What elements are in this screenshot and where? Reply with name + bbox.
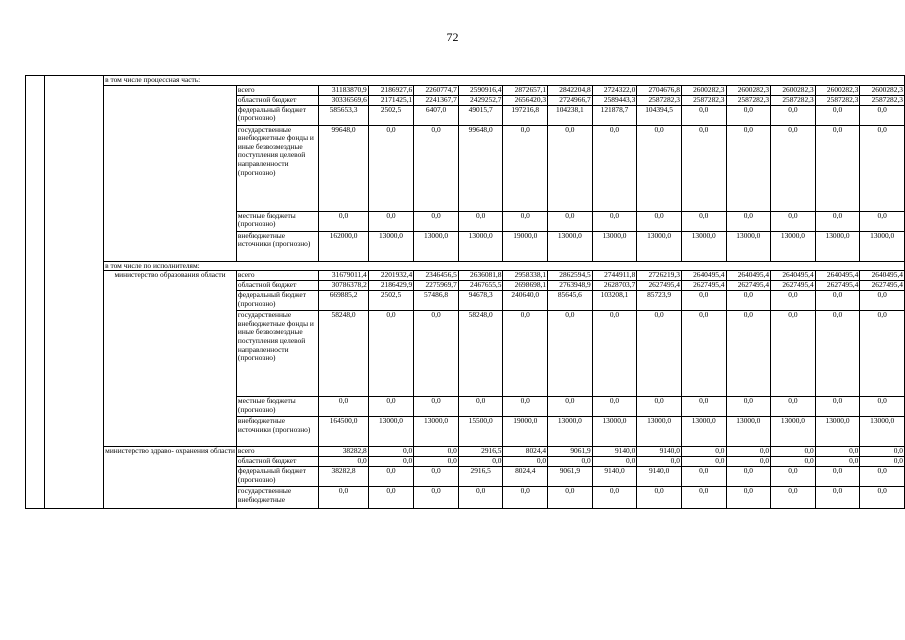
value-cell: 2589443,3: [592, 95, 637, 105]
value-cell: 0,0: [681, 467, 726, 487]
value-cell: 0,0: [815, 105, 860, 125]
margin-col-a: [26, 76, 45, 509]
value-cell: 0,0: [681, 457, 726, 467]
row-label: государственные внебюджетные фонды и иные безвозмездные поступления целевой направленности (прогнозно): [236, 125, 318, 211]
value-cell: 58248,0: [458, 311, 503, 397]
table-row: [26, 447, 905, 457]
row-label: внебюджетные источники (прогнозно): [236, 231, 318, 261]
value-cell: 2627495,4: [771, 281, 816, 291]
value-cell: 0,0: [503, 125, 548, 211]
value-cell: 0,0: [815, 125, 860, 211]
value-cell: 2587282,3: [771, 95, 816, 105]
value-cell: 0,0: [414, 467, 459, 487]
value-cell: 2241367,7: [414, 95, 459, 105]
value-cell: 2590916,4: [458, 85, 503, 95]
value-cell: 164500,0: [319, 417, 368, 447]
value-cell: 2636081,8: [458, 271, 503, 281]
value-cell: 0,0: [458, 397, 503, 417]
value-cell: 13000,0: [771, 231, 816, 261]
value-cell: 0,0: [771, 291, 816, 311]
value-cell: 2640495,4: [726, 271, 771, 281]
value-cell: 0,0: [815, 447, 860, 457]
value-cell: 0,0: [368, 311, 413, 397]
value-cell: 13000,0: [592, 417, 637, 447]
value-cell: 0,0: [681, 311, 726, 397]
value-cell: 0,0: [726, 467, 771, 487]
value-cell: 0,0: [548, 457, 593, 467]
value-cell: 13000,0: [726, 417, 771, 447]
value-cell: 103208,1: [592, 291, 637, 311]
value-cell: 0,0: [548, 311, 593, 397]
value-cell: 0,0: [414, 211, 459, 231]
value-cell: 2587282,3: [681, 95, 726, 105]
value-cell: 31183870,9: [319, 85, 368, 95]
value-cell: 9140,0: [637, 447, 682, 457]
value-cell: 13000,0: [726, 231, 771, 261]
value-cell: 2656420,3: [503, 95, 548, 105]
value-cell: 0,0: [503, 211, 548, 231]
value-cell: 0,0: [414, 125, 459, 211]
value-cell: 0,0: [726, 397, 771, 417]
value-cell: 0,0: [458, 457, 503, 467]
value-cell: 0,0: [860, 457, 905, 467]
value-cell: 0,0: [592, 487, 637, 509]
value-cell: 0,0: [458, 211, 503, 231]
value-cell: 0,0: [726, 457, 771, 467]
executor-cell-empty: [104, 85, 237, 261]
value-cell: 0,0: [503, 457, 548, 467]
value-cell: 0,0: [592, 397, 637, 417]
value-cell: 0,0: [860, 487, 905, 509]
value-cell: 0,0: [503, 487, 548, 509]
value-cell: 9061,9: [548, 447, 593, 457]
value-cell: 94678,3: [458, 291, 503, 311]
value-cell: 2726219,3: [637, 271, 682, 281]
value-cell: 30786378,2: [319, 281, 368, 291]
value-cell: 0,0: [503, 397, 548, 417]
value-cell: 0,0: [592, 125, 637, 211]
value-cell: 2171425,1: [368, 95, 413, 105]
value-cell: 57486,8: [414, 291, 459, 311]
row-label: федеральный бюджет (прогнозно): [236, 291, 318, 311]
value-cell: 2627495,4: [726, 281, 771, 291]
value-cell: 0,0: [681, 447, 726, 457]
value-cell: 2587282,3: [860, 95, 905, 105]
value-cell: 2587282,3: [637, 95, 682, 105]
row-label: государственные внебюджетные фонды и иные безвозмездные поступления целевой направленности (прогнозно): [236, 311, 318, 397]
value-cell: 2587282,3: [726, 95, 771, 105]
value-cell: 2763948,9: [548, 281, 593, 291]
value-cell: 19000,0: [503, 417, 548, 447]
value-cell: 2744911,8: [592, 271, 637, 281]
value-cell: 0,0: [414, 311, 459, 397]
value-cell: 0,0: [860, 105, 905, 125]
row-label: федеральный бюджет (прогнозно): [236, 467, 318, 487]
value-cell: 2627495,4: [860, 281, 905, 291]
row-label: государственные внебюджетные: [236, 487, 318, 509]
value-cell: 0,0: [368, 457, 413, 467]
value-cell: 0,0: [368, 467, 413, 487]
value-cell: 0,0: [637, 487, 682, 509]
value-cell: 38282,8: [319, 467, 368, 487]
value-cell: 0,0: [815, 397, 860, 417]
value-cell: 2724966,7: [548, 95, 593, 105]
value-cell: 13000,0: [860, 417, 905, 447]
value-cell: 0,0: [860, 311, 905, 397]
row-label: местные бюджеты (прогнозно): [236, 211, 318, 231]
value-cell: 2640495,4: [860, 271, 905, 281]
value-cell: 2724322,0: [592, 85, 637, 95]
value-cell: 2872657,1: [503, 85, 548, 95]
value-cell: 197216,8: [503, 105, 548, 125]
value-cell: 0,0: [592, 311, 637, 397]
value-cell: 2600282,3: [815, 85, 860, 95]
value-cell: 0,0: [681, 487, 726, 509]
value-cell: 15500,0: [458, 417, 503, 447]
value-cell: 2627495,4: [681, 281, 726, 291]
value-cell: 0,0: [771, 105, 816, 125]
value-cell: 0,0: [637, 311, 682, 397]
value-cell: 0,0: [548, 125, 593, 211]
row-label: всего: [236, 85, 318, 95]
value-cell: 2628703,7: [592, 281, 637, 291]
value-cell: 0,0: [319, 487, 368, 509]
value-cell: 0,0: [815, 457, 860, 467]
value-cell: 2275969,7: [414, 281, 459, 291]
value-cell: 0,0: [319, 211, 368, 231]
value-cell: 2916,5: [458, 467, 503, 487]
value-cell: 0,0: [726, 211, 771, 231]
row-label: областной бюджет: [236, 281, 318, 291]
value-cell: 85723,9: [637, 291, 682, 311]
value-cell: 2704676,8: [637, 85, 682, 95]
value-cell: 0,0: [681, 105, 726, 125]
value-cell: 0,0: [815, 211, 860, 231]
row-label: областной бюджет: [236, 95, 318, 105]
value-cell: 13000,0: [771, 417, 816, 447]
value-cell: 2502,5: [368, 105, 413, 125]
section-heading: в том числе по исполнителям:: [104, 261, 905, 271]
value-cell: 8024,4: [503, 467, 548, 487]
value-cell: 0,0: [726, 105, 771, 125]
value-cell: 8024,4: [503, 447, 548, 457]
value-cell: 0,0: [771, 467, 816, 487]
value-cell: 162000,0: [319, 231, 368, 261]
value-cell: 13000,0: [637, 417, 682, 447]
value-cell: 2260774,7: [414, 85, 459, 95]
value-cell: 240640,0: [503, 291, 548, 311]
value-cell: 85645,6: [548, 291, 593, 311]
value-cell: 2600282,3: [860, 85, 905, 95]
value-cell: 2627495,4: [815, 281, 860, 291]
budget-table: [25, 75, 905, 509]
value-cell: 0,0: [771, 311, 816, 397]
value-cell: 0,0: [860, 447, 905, 457]
row-label: федеральный бюджет (прогнозно): [236, 105, 318, 125]
value-cell: 13000,0: [414, 231, 459, 261]
value-cell: 0,0: [726, 291, 771, 311]
value-cell: 0,0: [771, 397, 816, 417]
value-cell: 13000,0: [368, 231, 413, 261]
section-heading: в том числе процессная часть:: [104, 76, 905, 86]
table-row: [26, 271, 905, 281]
value-cell: 0,0: [592, 457, 637, 467]
value-cell: 0,0: [548, 397, 593, 417]
value-cell: 0,0: [592, 211, 637, 231]
value-cell: 13000,0: [681, 231, 726, 261]
value-cell: 0,0: [548, 211, 593, 231]
executor-name: министерство образования области: [104, 271, 237, 447]
value-cell: 13000,0: [592, 231, 637, 261]
value-cell: 669885,2: [319, 291, 368, 311]
value-cell: 0,0: [815, 467, 860, 487]
value-cell: 0,0: [637, 457, 682, 467]
value-cell: 13000,0: [860, 231, 905, 261]
value-cell: 0,0: [860, 291, 905, 311]
value-cell: 0,0: [771, 447, 816, 457]
value-cell: 2862594,5: [548, 271, 593, 281]
value-cell: 30336569,6: [319, 95, 368, 105]
value-cell: 13000,0: [815, 417, 860, 447]
value-cell: 49015,7: [458, 105, 503, 125]
value-cell: 0,0: [681, 125, 726, 211]
value-cell: 9140,0: [592, 467, 637, 487]
value-cell: 0,0: [681, 291, 726, 311]
value-cell: 0,0: [815, 487, 860, 509]
value-cell: 0,0: [319, 397, 368, 417]
value-cell: 0,0: [368, 397, 413, 417]
value-cell: 585653,3: [319, 105, 368, 125]
value-cell: 2346456,5: [414, 271, 459, 281]
value-cell: 0,0: [726, 447, 771, 457]
value-cell: 0,0: [414, 397, 459, 417]
value-cell: 0,0: [681, 397, 726, 417]
value-cell: 0,0: [414, 457, 459, 467]
value-cell: 2600282,3: [681, 85, 726, 95]
value-cell: 13000,0: [815, 231, 860, 261]
page-number: 72: [446, 30, 459, 44]
value-cell: 9140,0: [592, 447, 637, 457]
value-cell: 2627495,4: [637, 281, 682, 291]
value-cell: 13000,0: [414, 417, 459, 447]
value-cell: 104394,5: [637, 105, 682, 125]
value-cell: 2467655,5: [458, 281, 503, 291]
value-cell: 2429252,7: [458, 95, 503, 105]
value-cell: 0,0: [726, 125, 771, 211]
value-cell: 0,0: [368, 447, 413, 457]
value-cell: 2698698,1: [503, 281, 548, 291]
value-cell: 2186927,6: [368, 85, 413, 95]
section-heading-row: [26, 76, 905, 86]
value-cell: 13000,0: [548, 231, 593, 261]
value-cell: 0,0: [815, 311, 860, 397]
value-cell: 0,0: [368, 125, 413, 211]
value-cell: 0,0: [368, 487, 413, 509]
value-cell: 2587282,3: [815, 95, 860, 105]
value-cell: 0,0: [458, 487, 503, 509]
value-cell: 13000,0: [548, 417, 593, 447]
value-cell: 0,0: [637, 211, 682, 231]
table-row: [26, 85, 905, 95]
value-cell: 0,0: [860, 211, 905, 231]
row-label: местные бюджеты (прогнозно): [236, 397, 318, 417]
value-cell: 9061,9: [548, 467, 593, 487]
value-cell: 2600282,3: [771, 85, 816, 95]
row-label: всего: [236, 447, 318, 457]
value-cell: 0,0: [771, 487, 816, 509]
value-cell: 0,0: [637, 397, 682, 417]
value-cell: 0,0: [726, 311, 771, 397]
value-cell: 0,0: [860, 125, 905, 211]
value-cell: 104238,1: [548, 105, 593, 125]
value-cell: 2600282,3: [726, 85, 771, 95]
value-cell: 0,0: [414, 487, 459, 509]
value-cell: 0,0: [771, 125, 816, 211]
value-cell: 31679011,4: [319, 271, 368, 281]
value-cell: 19000,0: [503, 231, 548, 261]
value-cell: 0,0: [414, 447, 459, 457]
value-cell: 0,0: [860, 467, 905, 487]
value-cell: 13000,0: [368, 417, 413, 447]
value-cell: 2640495,4: [815, 271, 860, 281]
row-label: всего: [236, 271, 318, 281]
row-label: областной бюджет: [236, 457, 318, 467]
executor-name: министерство здраво- охранения области: [104, 447, 237, 509]
value-cell: 0,0: [860, 397, 905, 417]
row-label: внебюджетные источники (прогнозно): [236, 417, 318, 447]
value-cell: 99648,0: [458, 125, 503, 211]
value-cell: 58248,0: [319, 311, 368, 397]
section-heading-row: [26, 261, 905, 271]
value-cell: 0,0: [637, 125, 682, 211]
value-cell: 0,0: [771, 211, 816, 231]
value-cell: 2842204,8: [548, 85, 593, 95]
value-cell: 2201932,4: [368, 271, 413, 281]
value-cell: 2640495,4: [771, 271, 816, 281]
value-cell: 2640495,4: [681, 271, 726, 281]
value-cell: 0,0: [726, 487, 771, 509]
value-cell: 99648,0: [319, 125, 368, 211]
value-cell: 9140,0: [637, 467, 682, 487]
value-cell: 2186429,9: [368, 281, 413, 291]
value-cell: 2958338,1: [503, 271, 548, 281]
value-cell: 121878,7: [592, 105, 637, 125]
value-cell: 0,0: [368, 211, 413, 231]
value-cell: 0,0: [503, 311, 548, 397]
value-cell: 6407,0: [414, 105, 459, 125]
value-cell: 13000,0: [637, 231, 682, 261]
value-cell: 0,0: [771, 457, 816, 467]
value-cell: 2502,5: [368, 291, 413, 311]
value-cell: 2916,5: [458, 447, 503, 457]
value-cell: 0,0: [319, 457, 368, 467]
value-cell: 0,0: [681, 211, 726, 231]
value-cell: 38282,8: [319, 447, 368, 457]
value-cell: 13000,0: [458, 231, 503, 261]
margin-col-b: [44, 76, 103, 509]
value-cell: 0,0: [815, 291, 860, 311]
value-cell: 13000,0: [681, 417, 726, 447]
value-cell: 0,0: [548, 487, 593, 509]
